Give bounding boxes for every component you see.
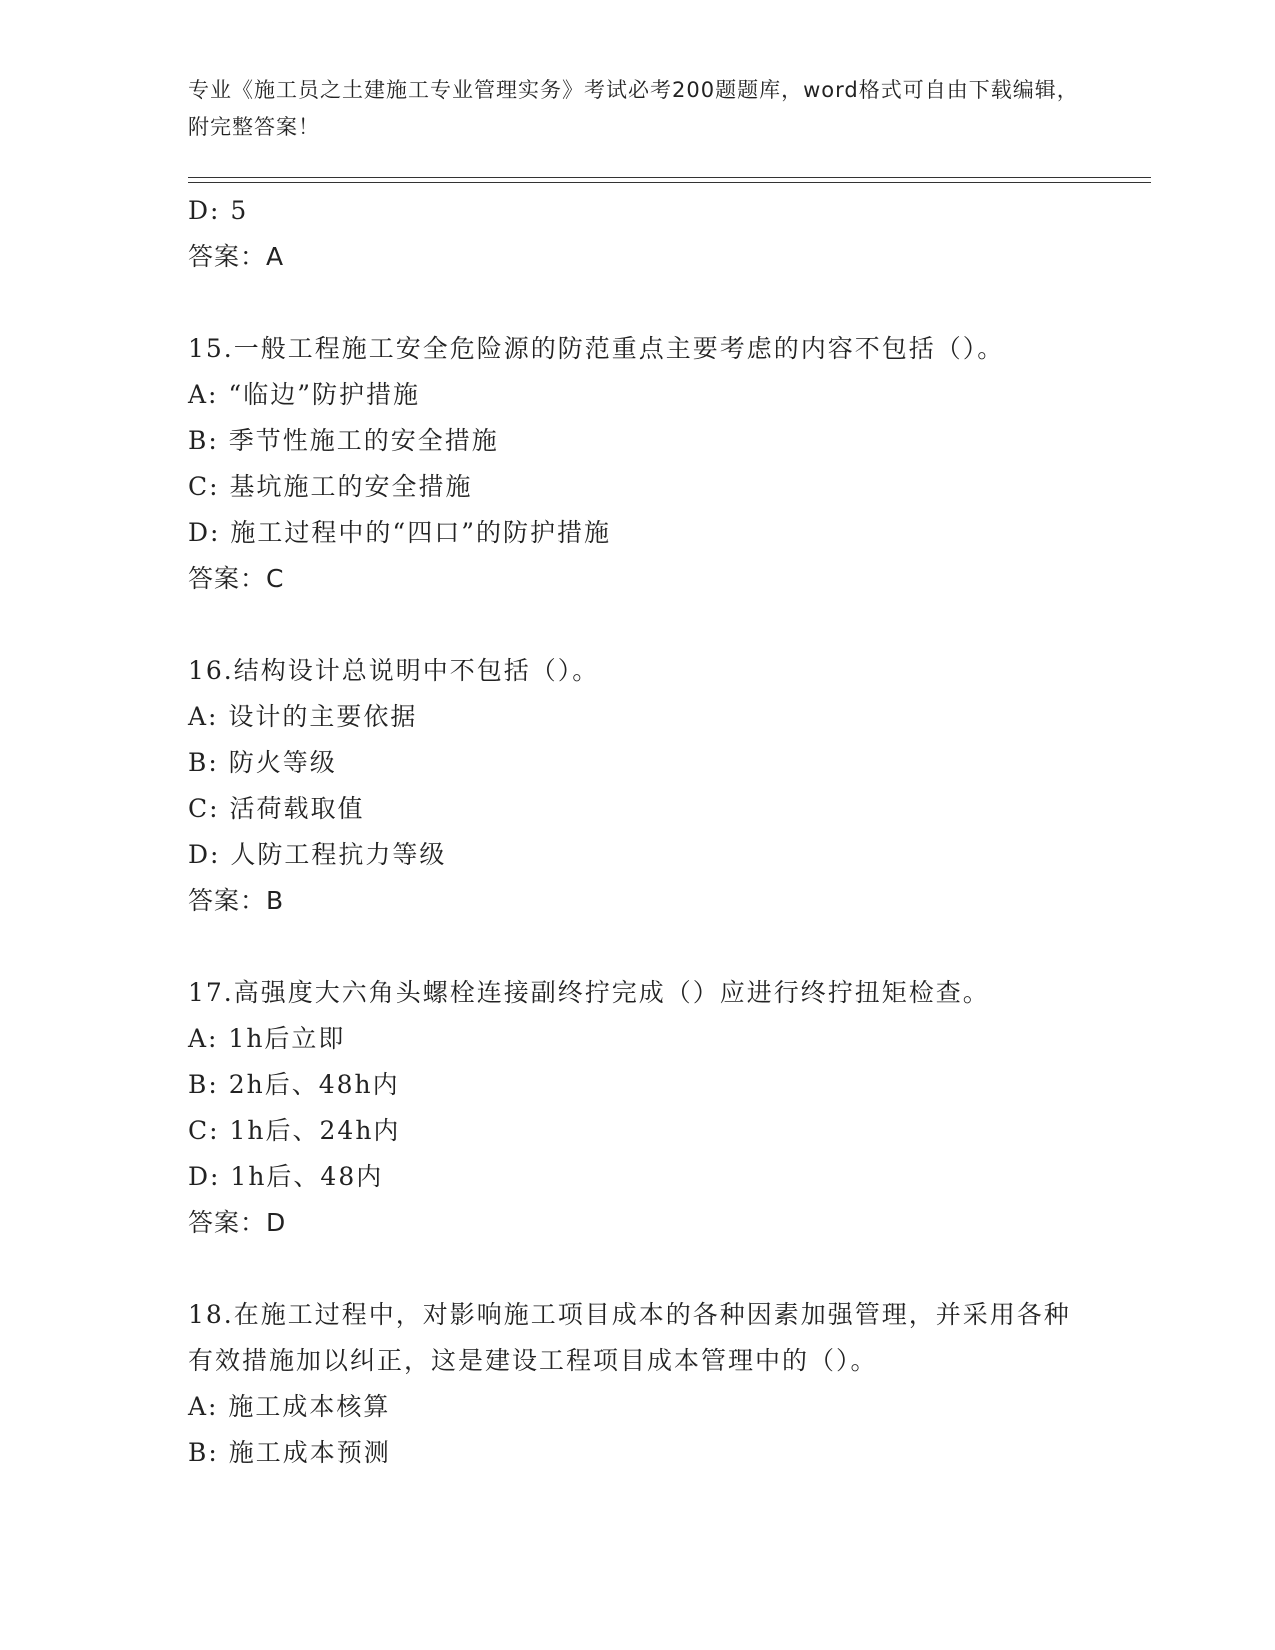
question-stem: 15.一般工程施工安全危险源的防范重点主要考虑的内容不包括（）。 [188,334,1005,363]
answer: 答案：A [188,242,285,271]
option-b: B: 防火等级 [188,748,337,777]
option-b: B: 2h后、48h内 [188,1070,400,1099]
question-stem: 16.结构设计总说明中不包括（）。 [188,656,600,685]
option-d: D: 人防工程抗力等级 [188,840,447,869]
question-18 [188,1292,1088,1476]
question-stem: 18.在施工过程中，对影响施工项目成本的各种因素加强管理，并采用各种有效措施加以纠正，这是建设工程项目成本管理中的（）。 [188,1300,1071,1375]
option-a: A: 设计的主要依据 [188,702,418,731]
question-16 [188,648,1088,924]
answer: 答案：B [188,886,285,915]
option-c: C: 活荷载取值 [188,794,365,823]
option-a: A: 1h后立即 [188,1024,346,1053]
question-stem: 17.高强度大六角头螺栓连接副终拧完成（）应进行终拧扭矩检查。 [188,978,990,1007]
document-body [188,188,1088,1476]
answer: 答案：D [188,1208,287,1237]
option-b: B: 季节性施工的安全措施 [188,426,499,455]
option-d: D: 5 [188,196,249,225]
header-rule-top [188,177,1151,178]
document-header: 专业《施工员之土建施工专业管理实务》考试必考200题题库，word格式可自由下载编辑，附完整答案！ [188,78,1079,139]
option-b: B: 施工成本预测 [188,1438,391,1467]
option-c: C: 基坑施工的安全措施 [188,472,473,501]
option-d: D: 施工过程中的“四口”的防护措施 [188,518,611,547]
option-d: D: 1h后、48内 [188,1162,384,1191]
option-a: A: 施工成本核算 [188,1392,391,1421]
question-15 [188,326,1088,602]
option-c: C: 1h后、24h内 [188,1116,401,1145]
option-a: A: “临边”防护措施 [188,380,420,409]
question-17 [188,970,1088,1246]
header-rule-bottom [188,182,1151,183]
answer: 答案：C [188,564,285,593]
